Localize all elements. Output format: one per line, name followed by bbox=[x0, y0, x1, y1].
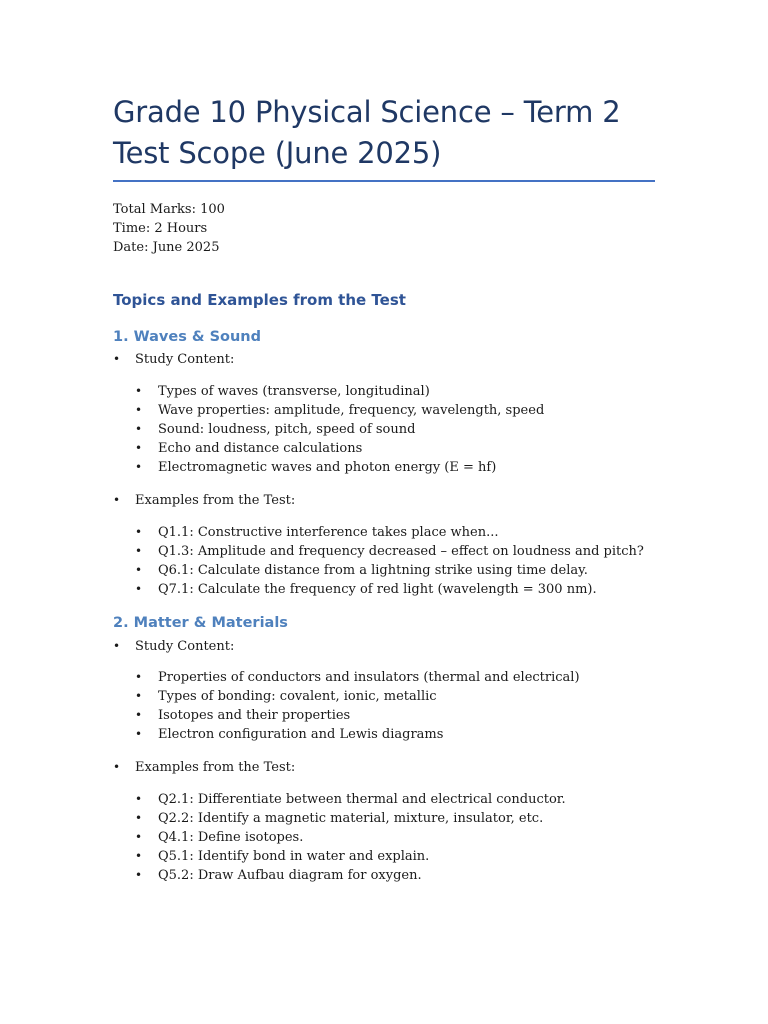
bullet-icon: • bbox=[113, 760, 121, 774]
bullet-icon: • bbox=[135, 811, 143, 825]
bullet-icon: • bbox=[135, 868, 143, 882]
study-content-label: • Study Content: bbox=[113, 639, 235, 654]
bullet-icon: • bbox=[113, 639, 121, 653]
bullet-icon: • bbox=[135, 403, 143, 417]
bullet-icon: • bbox=[135, 525, 143, 539]
bullet-icon: • bbox=[135, 460, 143, 474]
test-date: Date: June 2025 bbox=[113, 240, 220, 255]
list-item: • Q5.1: Identify bond in water and explain. bbox=[135, 849, 430, 864]
topic-1-example-items bbox=[135, 523, 644, 599]
list-item: • Wave properties: amplitude, frequency, wavelength, speed bbox=[135, 403, 545, 418]
list-item: • Echo and distance calculations bbox=[135, 441, 363, 456]
list-item: • Q2.1: Differentiate between thermal and electrical conductor. bbox=[135, 792, 566, 807]
bullet-icon: • bbox=[135, 708, 143, 722]
bullet-icon: • bbox=[135, 689, 143, 703]
title-divider bbox=[113, 180, 655, 182]
topic-2-example-items bbox=[135, 790, 566, 885]
list-item: • Q1.1: Constructive interference takes place when... bbox=[135, 525, 499, 540]
list-item: • Q5.2: Draw Aufbau diagram for oxygen. bbox=[135, 868, 422, 883]
test-meta bbox=[113, 200, 225, 257]
bullet-icon: • bbox=[135, 727, 143, 741]
bullet-icon: • bbox=[135, 582, 143, 596]
list-item: • Types of bonding: covalent, ionic, metallic bbox=[135, 689, 437, 704]
study-content-label: • Study Content: bbox=[113, 352, 235, 367]
list-item: • Q6.1: Calculate distance from a lightning strike using time delay. bbox=[135, 563, 588, 578]
bullet-icon: • bbox=[135, 792, 143, 806]
topic-heading-waves-sound: 1. Waves & Sound bbox=[113, 329, 261, 345]
list-item: • Types of waves (transverse, longitudinal) bbox=[135, 384, 430, 399]
examples-label: • Examples from the Test: bbox=[113, 493, 296, 508]
bullet-icon: • bbox=[135, 441, 143, 455]
bullet-icon: • bbox=[113, 352, 121, 366]
topic-1-examples-list bbox=[113, 491, 295, 510]
bullet-icon: • bbox=[135, 544, 143, 558]
bullet-icon: • bbox=[135, 849, 143, 863]
section-heading: Topics and Examples from the Test bbox=[113, 291, 406, 309]
list-item: • Isotopes and their properties bbox=[135, 708, 351, 723]
list-item: • Q1.3: Amplitude and frequency decreased – effect on loudness and pitch? bbox=[135, 544, 644, 559]
bullet-icon: • bbox=[135, 563, 143, 577]
document-title: Grade 10 Physical Science – Term 2 Test Scope (June 2025) bbox=[113, 95, 621, 170]
examples-label: • Examples from the Test: bbox=[113, 760, 296, 775]
total-marks: Total Marks: 100 bbox=[113, 202, 225, 217]
topic-2-study-list bbox=[113, 637, 234, 656]
bullet-icon: • bbox=[135, 422, 143, 436]
topic-1-study-list bbox=[113, 350, 234, 369]
bullet-icon: • bbox=[135, 384, 143, 398]
topic-2-examples-list bbox=[113, 758, 295, 777]
list-item: • Sound: loudness, pitch, speed of sound bbox=[135, 422, 416, 437]
test-time: Time: 2 Hours bbox=[113, 221, 208, 236]
topic-1-study-items bbox=[135, 382, 544, 477]
topic-2-study-items bbox=[135, 668, 580, 744]
list-item: • Q7.1: Calculate the frequency of red light (wavelength = 300 nm). bbox=[135, 582, 597, 597]
list-item: • Electromagnetic waves and photon energy (E = hf) bbox=[135, 460, 497, 475]
list-item: • Q4.1: Define isotopes. bbox=[135, 830, 304, 845]
bullet-icon: • bbox=[113, 493, 121, 507]
list-item: • Electron configuration and Lewis diagrams bbox=[135, 727, 444, 742]
bullet-icon: • bbox=[135, 830, 143, 844]
list-item: • Properties of conductors and insulators (thermal and electrical) bbox=[135, 670, 580, 685]
list-item: • Q2.2: Identify a magnetic material, mixture, insulator, etc. bbox=[135, 811, 544, 826]
topic-heading-matter-materials: 2. Matter & Materials bbox=[113, 615, 288, 631]
bullet-icon: • bbox=[135, 670, 143, 684]
